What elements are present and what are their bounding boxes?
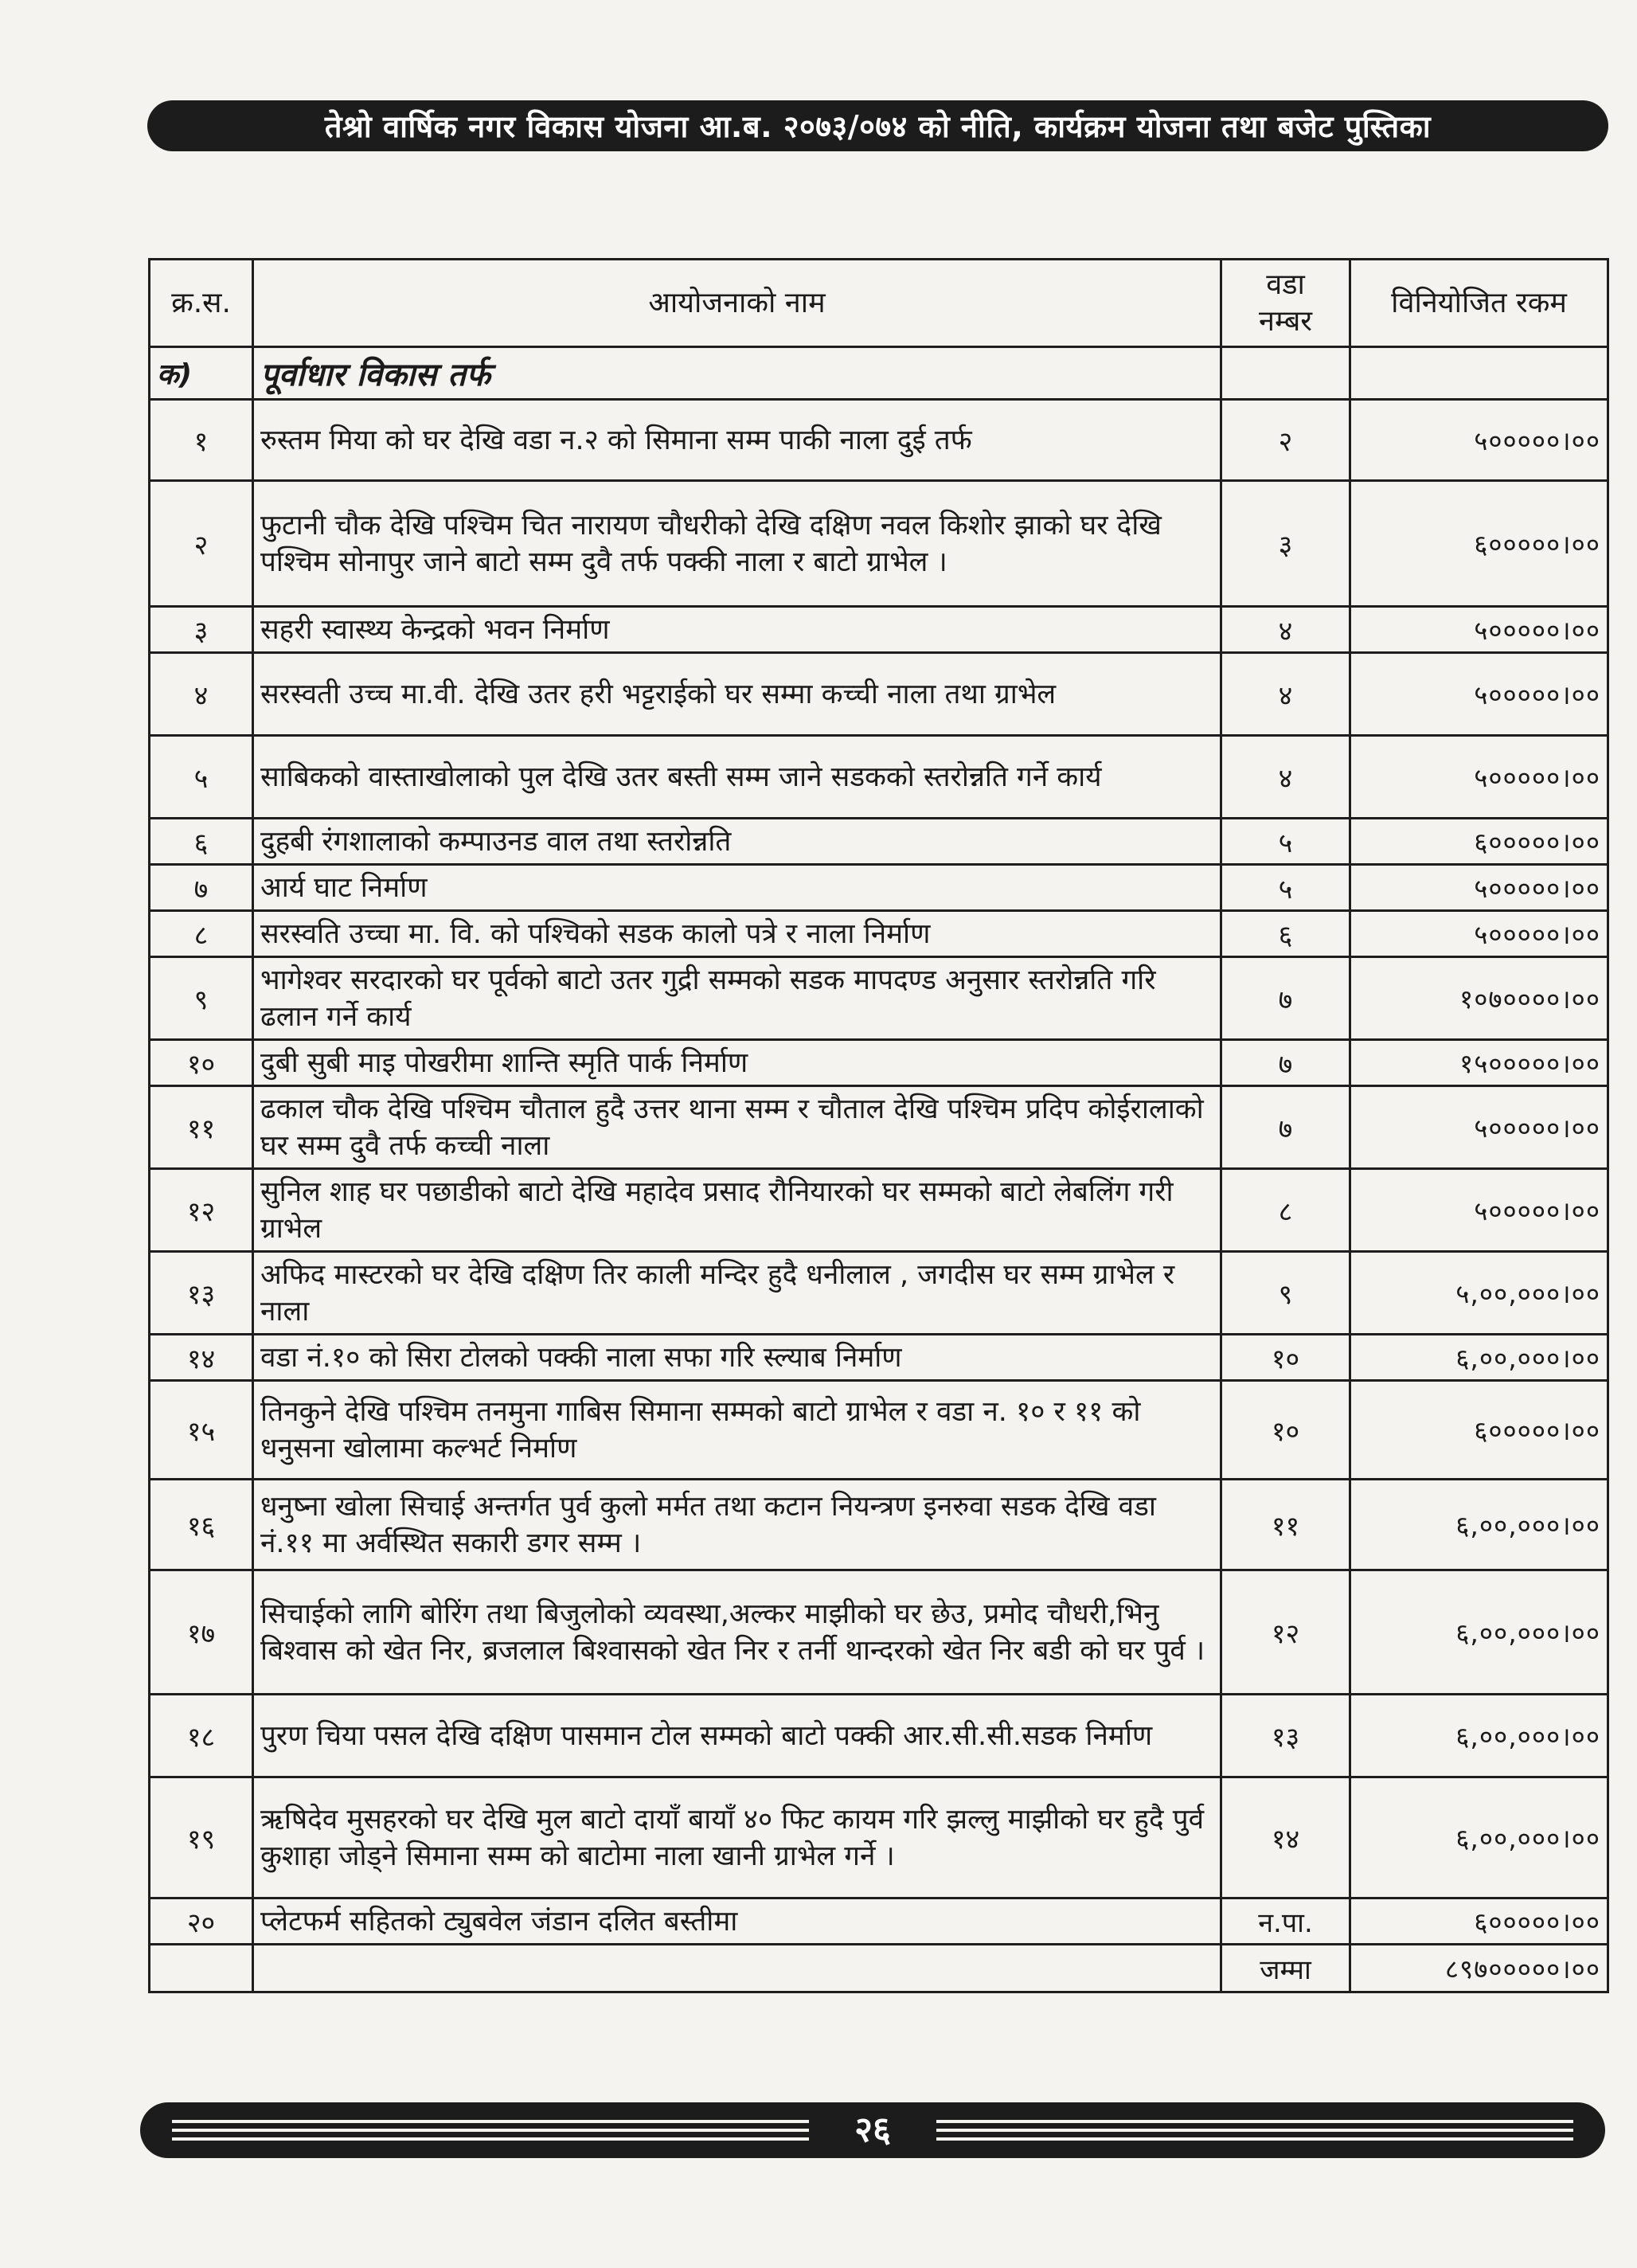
footer-stripe bbox=[172, 2129, 809, 2132]
row-serial-number: ७ bbox=[150, 865, 253, 911]
row-serial-number: ६ bbox=[150, 819, 253, 865]
row-allocated-amount: ६०००००।०० bbox=[1350, 481, 1608, 607]
row-project-name: सुनिल शाह घर पछाडीको बाटो देखि महादेव प्रसाद रौनियारको घर सम्मको बाटो लेबलिंग गरी ग्राभेल bbox=[253, 1169, 1221, 1252]
row-allocated-amount: ६,००,०००।०० bbox=[1350, 1777, 1608, 1898]
section-title: पूर्वाधार विकास तर्फ bbox=[253, 347, 1221, 400]
project-budget-table bbox=[148, 258, 1609, 1993]
row-allocated-amount: ५०००००।०० bbox=[1350, 400, 1608, 481]
row-serial-number: ८ bbox=[150, 911, 253, 957]
section-key: क) bbox=[150, 347, 253, 400]
row-serial-number: ९ bbox=[150, 957, 253, 1040]
row-ward-number: ७ bbox=[1221, 1086, 1350, 1169]
row-ward-number: १० bbox=[1221, 1335, 1350, 1381]
section-empty-cell bbox=[1221, 347, 1350, 400]
table-row bbox=[150, 911, 1608, 957]
table-row bbox=[150, 1252, 1608, 1335]
row-allocated-amount: ५,००,०००।०० bbox=[1350, 1252, 1608, 1335]
row-project-name: वडा नं.१० को सिरा टोलको पक्की नाला सफा गरि स्ल्याब निर्माण bbox=[253, 1335, 1221, 1381]
table-row bbox=[150, 1040, 1608, 1086]
row-allocated-amount: १०७००००।०० bbox=[1350, 957, 1608, 1040]
row-allocated-amount: ५०००००।०० bbox=[1350, 911, 1608, 957]
row-ward-number: ४ bbox=[1221, 607, 1350, 653]
table-row bbox=[150, 1777, 1608, 1898]
row-project-name: सरस्वती उच्च मा.वी. देखि उतर हरी भट्टराईको घर सम्मा कच्ची नाला तथा ग्राभेल bbox=[253, 653, 1221, 736]
document-title-banner bbox=[147, 100, 1608, 151]
row-serial-number: १८ bbox=[150, 1695, 253, 1777]
row-allocated-amount: ५०००००।०० bbox=[1350, 1086, 1608, 1169]
row-project-name: प्लेटफर्म सहितको ट्युबवेल जंडान दलित बस्तीमा bbox=[253, 1898, 1221, 1945]
table-row bbox=[150, 1570, 1608, 1695]
row-project-name: सहरी स्वास्थ्य केन्द्रको भवन निर्माण bbox=[253, 607, 1221, 653]
row-ward-number: ५ bbox=[1221, 819, 1350, 865]
row-ward-number: १३ bbox=[1221, 1695, 1350, 1777]
row-serial-number: २ bbox=[150, 481, 253, 607]
table-row bbox=[150, 607, 1608, 653]
table-row bbox=[150, 736, 1608, 819]
page-footer bbox=[140, 2102, 1605, 2158]
total-amount: ८९७०००००।०० bbox=[1350, 1945, 1608, 1992]
section-empty-cell bbox=[1350, 347, 1608, 400]
row-allocated-amount: ५०००००।०० bbox=[1350, 1169, 1608, 1252]
row-ward-number: २ bbox=[1221, 400, 1350, 481]
row-project-name: ऋषिदेव मुसहरको घर देखि मुल बाटो दायाँ बायाँ ४० फिट कायम गरि झल्लु माझीको घर हुदै पुर्व कुशाहा जोड्ने सिमाना सम्म को बाटोमा नाला खानी ग्राभेल गर्ने । bbox=[253, 1777, 1221, 1898]
row-project-name: सरस्वति उच्चा मा. वि. को पश्चिको सडक कालो पत्रे र नाला निर्माण bbox=[253, 911, 1221, 957]
footer-stripe bbox=[936, 2129, 1573, 2132]
row-project-name: साबिकको वास्ताखोलाको पुल देखि उतर बस्ती सम्म जाने सडकको स्तरोन्नति गर्ने कार्य bbox=[253, 736, 1221, 819]
table-row bbox=[150, 400, 1608, 481]
row-project-name: ढकाल चौक देखि पश्चिम चौताल हुदै उत्तर थाना सम्म र चौताल देखि पश्चिम प्रदिप कोईरालाको घर सम्म दुवै तर्फ कच्ची नाला bbox=[253, 1086, 1221, 1169]
column-header-amount: विनियोजित रकम bbox=[1350, 260, 1608, 347]
footer-stripe bbox=[172, 2137, 809, 2141]
table-row bbox=[150, 1381, 1608, 1480]
column-header-serial: क्र.स. bbox=[150, 260, 253, 347]
column-header-ward: वडा नम्बर bbox=[1221, 260, 1350, 347]
row-ward-number: १० bbox=[1221, 1381, 1350, 1480]
row-project-name: रुस्तम मिया को घर देखि वडा न.२ को सिमाना सम्म पाकी नाला दुई तर्फ bbox=[253, 400, 1221, 481]
row-ward-number: ८ bbox=[1221, 1169, 1350, 1252]
total-label: जम्मा bbox=[1221, 1945, 1350, 1992]
row-ward-number: ४ bbox=[1221, 653, 1350, 736]
total-empty-cell bbox=[150, 1945, 253, 1992]
row-project-name: फुटानी चौक देखि पश्चिम चित नारायण चौधरीको देखि दक्षिण नवल किशोर झाको घर देखि पश्चिम सोनापुर जाने बाटो सम्म दुवै तर्फ पक्की नाला र बाटो ग्राभेल । bbox=[253, 481, 1221, 607]
row-project-name: भागेश्वर सरदारको घर पूर्वको बाटो उतर गुद्री सम्मको सडक मापदण्ड अनुसार स्तरोन्नति गरि ढलान गर्ने कार्य bbox=[253, 957, 1221, 1040]
row-serial-number: २० bbox=[150, 1898, 253, 1945]
row-serial-number: १६ bbox=[150, 1480, 253, 1570]
table-row bbox=[150, 481, 1608, 607]
footer-stripe bbox=[172, 2120, 809, 2123]
table-row bbox=[150, 1898, 1608, 1945]
row-allocated-amount: ६,००,०००।०० bbox=[1350, 1570, 1608, 1695]
table-row bbox=[150, 1169, 1608, 1252]
row-serial-number: ११ bbox=[150, 1086, 253, 1169]
row-ward-number: ११ bbox=[1221, 1480, 1350, 1570]
row-project-name: अफिद मास्टरको घर देखि दक्षिण तिर काली मन्दिर हुदै धनीलाल , जगदीस घर सम्म ग्राभेल र नाला bbox=[253, 1252, 1221, 1335]
row-allocated-amount: ५०००००।०० bbox=[1350, 865, 1608, 911]
table-body bbox=[150, 347, 1608, 1945]
row-serial-number: १० bbox=[150, 1040, 253, 1086]
section-row bbox=[150, 347, 1608, 400]
row-serial-number: १३ bbox=[150, 1252, 253, 1335]
row-allocated-amount: ६०००००।०० bbox=[1350, 1381, 1608, 1480]
row-serial-number: १५ bbox=[150, 1381, 253, 1480]
row-allocated-amount: ६०००००।०० bbox=[1350, 819, 1608, 865]
row-project-name: पुरण चिया पसल देखि दक्षिण पासमान टोल सम्मको बाटो पक्की आर.सी.सी.सडक निर्माण bbox=[253, 1695, 1221, 1777]
row-ward-number: ६ bbox=[1221, 911, 1350, 957]
footer-stripe bbox=[936, 2120, 1573, 2123]
row-serial-number: १४ bbox=[150, 1335, 253, 1381]
row-serial-number: १ bbox=[150, 400, 253, 481]
table-row bbox=[150, 819, 1608, 865]
row-allocated-amount: ६,००,०००।०० bbox=[1350, 1480, 1608, 1570]
row-serial-number: १२ bbox=[150, 1169, 253, 1252]
row-allocated-amount: ६,००,०००।०० bbox=[1350, 1695, 1608, 1777]
row-project-name: आर्य घाट निर्माण bbox=[253, 865, 1221, 911]
row-project-name: दुबी सुबी माइ पोखरीमा शान्ति स्मृति पार्क निर्माण bbox=[253, 1040, 1221, 1086]
row-ward-number: ५ bbox=[1221, 865, 1350, 911]
row-serial-number: ५ bbox=[150, 736, 253, 819]
table-row bbox=[150, 957, 1608, 1040]
row-allocated-amount: ५०००००।०० bbox=[1350, 653, 1608, 736]
row-project-name: दुहबी रंगशालाको कम्पाउनड वाल तथा स्तरोन्नति bbox=[253, 819, 1221, 865]
total-empty-cell bbox=[253, 1945, 1221, 1992]
row-ward-number: ४ bbox=[1221, 736, 1350, 819]
table-row bbox=[150, 1480, 1608, 1570]
row-project-name: सिचाईको लागि बोरिंग तथा बिजुलोको व्यवस्था,अल्कर माझीको घर छेउ, प्रमोद चौधरी,भिनु बिश्वास को खेत निर, ब्रजलाल बिश्वासको खेत निर र तर्नी थान्दरको खेत निर बडी को घर पुर्व । bbox=[253, 1570, 1221, 1695]
row-ward-number: ९ bbox=[1221, 1252, 1350, 1335]
table-row bbox=[150, 1695, 1608, 1777]
row-allocated-amount: ५०००००।०० bbox=[1350, 736, 1608, 819]
footer-stripe bbox=[936, 2137, 1573, 2141]
column-header-project-name: आयोजनाको नाम bbox=[253, 260, 1221, 347]
table-row bbox=[150, 1335, 1608, 1381]
row-ward-number: न.पा. bbox=[1221, 1898, 1350, 1945]
row-ward-number: ७ bbox=[1221, 957, 1350, 1040]
row-allocated-amount: १५०००००।०० bbox=[1350, 1040, 1608, 1086]
row-serial-number: ४ bbox=[150, 653, 253, 736]
row-allocated-amount: ६,००,०००।०० bbox=[1350, 1335, 1608, 1381]
row-serial-number: ३ bbox=[150, 607, 253, 653]
row-serial-number: १७ bbox=[150, 1570, 253, 1695]
table-row bbox=[150, 653, 1608, 736]
row-project-name: धनुष्ना खोला सिचाई अन्तर्गत पुर्व कुलो मर्मत तथा कटान नियन्त्रण इनरुवा सडक देखि वडा नं.११ मा अर्वस्थित सकारी डगर सम्म । bbox=[253, 1480, 1221, 1570]
table-header-row bbox=[150, 260, 1608, 347]
row-ward-number: ३ bbox=[1221, 481, 1350, 607]
row-allocated-amount: ५०००००।०० bbox=[1350, 607, 1608, 653]
row-ward-number: १४ bbox=[1221, 1777, 1350, 1898]
total-row bbox=[150, 1945, 1608, 1992]
page-number: २६ bbox=[835, 2102, 910, 2158]
row-allocated-amount: ६०००००।०० bbox=[1350, 1898, 1608, 1945]
row-ward-number: १२ bbox=[1221, 1570, 1350, 1695]
table-row bbox=[150, 1086, 1608, 1169]
table-row bbox=[150, 865, 1608, 911]
row-ward-number: ७ bbox=[1221, 1040, 1350, 1086]
document-title: तेश्रो वार्षिक नगर विकास योजना आ.ब. २०७३/०७४ को नीति, कार्यक्रम योजना तथा बजेट पुस्तिका bbox=[324, 109, 1432, 144]
row-project-name: तिनकुने देखि पश्चिम तनमुना गाबिस सिमाना सम्मको बाटो ग्राभेल र वडा न. १० र ११ को धनुसना खोलामा कल्भर्ट निर्माण bbox=[253, 1381, 1221, 1480]
row-serial-number: १९ bbox=[150, 1777, 253, 1898]
